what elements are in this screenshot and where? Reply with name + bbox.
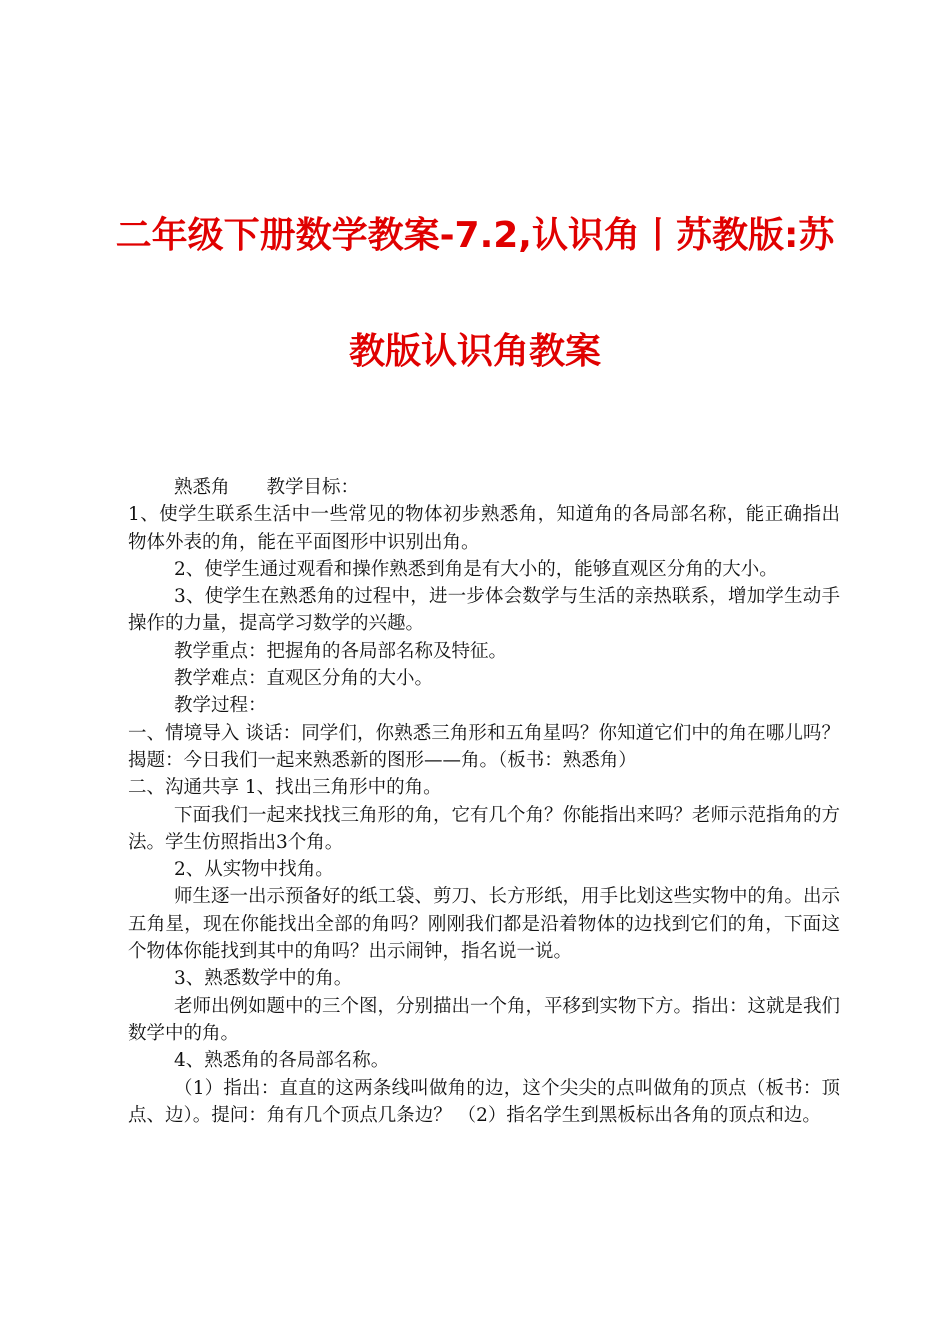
document-title-line-1: 二年级下册数学教案-7.2,认识角丨苏教版:苏 (115, 215, 835, 256)
paragraph: 3、熟悉数学中的角。 (174, 968, 353, 990)
paragraph: 师生逐一出示预备好的纸工袋、剪刀、长方形纸，用手比划这些实物中的角。出示五角星，现在你能找出全部的角吗？刚刚我们都是沿着物体的边找到它们的角，下面这个物体你能找到其中的角吗？出示闹钟，指名说一说。 (128, 886, 841, 963)
paragraph: 老师出例如题中的三个图，分别描出一个角，平移到实物下方。指出：这就是我们数学中的角。 (128, 995, 841, 1044)
paragraph: 教学难点：直观区分角的大小。 (174, 668, 434, 690)
paragraph: 3、使学生在熟悉角的过程中，进一步体会数学与生活的亲热联系，增加学生动手操作的力量，提高学习数学的兴趣。 (128, 586, 840, 635)
paragraph: 4、熟悉角的各局部名称。 (174, 1050, 390, 1072)
paragraph: 下面我们一起来找找三角形的角，它有几个角？你能指出来吗？老师示范指角的方法。学生仿照指出3个角。 (128, 804, 841, 853)
paragraph: 教学过程： (174, 695, 267, 717)
document-body (128, 474, 840, 1129)
paragraph: 二、沟通共享 1、找出三角形中的角。 (128, 777, 442, 799)
paragraph: 一、情境导入 谈话：同学们，你熟悉三角形和五角星吗？你知道它们中的角在哪儿吗？揭题：今日我们一起来熟悉新的图形——角。（板书：熟悉角） (128, 722, 840, 771)
paragraph: 教学重点：把握角的各局部名称及特征。 (174, 640, 508, 662)
paragraph: 熟悉角 教学目标： (174, 477, 360, 498)
paragraph: （1）指出：直直的这两条线叫做角的边，这个尖尖的点叫做角的顶点（板书：顶点、边）。提问：角有几个顶点几条边？ （2）指名学生到黑板标出各角的顶点和边。 (128, 1077, 840, 1126)
paragraph: 2、从实物中找角。 (174, 859, 334, 881)
document-title-line-2: 教版认识角教案 (348, 331, 601, 372)
paragraph: 2、使学生通过观看和操作熟悉到角是有大小的，能够直观区分角的大小。 (174, 558, 778, 580)
paragraph: 1、使学生联系生活中一些常见的物体初步熟悉角，知道角的各局部名称，能正确指出物体外表的角，能在平面图形中识别出角。 (128, 504, 840, 553)
